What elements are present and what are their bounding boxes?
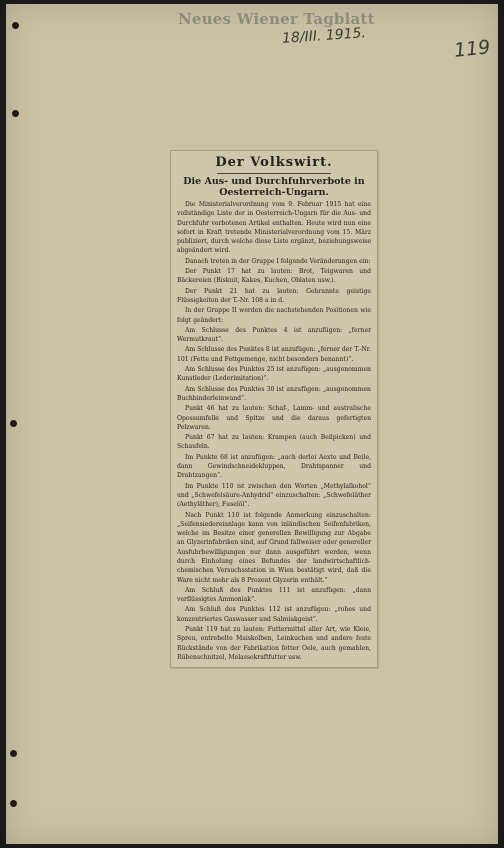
article-paragraph: Die Ministerialverordnung vom 9. Februar 1915 hat eine vollständige Liste der in Oesterreich-Ungarn für die Aus- und Durchfuhr verbotenen Artikel enthalten. Heute wird nun eine sofort in Kraft tretende Ministerialverordnung vom 15. März publiziert, durch welche diese Liste ergänzt, beziehungsweise abgeändert wird. [177, 201, 371, 255]
title-divider [217, 173, 331, 174]
article-paragraph: Danach treten in der Gruppe I folgende Veränderungen ein: [185, 257, 371, 265]
handwritten-date: 18/III. 1915. [281, 25, 367, 47]
article-paragraph: Der Punkt 21 hat zu lauten: Gebrannte geistige Flüssigkeiten der T.-Nr. 108 a in d. [177, 287, 371, 304]
article-paragraph: Nach Punkt 110 ist folgende Anmerkung einzuschalten: „Seifensiedereianlage kann von inländischen Seifenfabriken, welche im Besitze einer generellen Bewilligung zur Abgabe an Glyzerinfabriken sind, auf Grund fallweiser oder genereller Ausfuhrbewilligungen nur dann ausgeführt werden, wenn durch Einholung eines Befundes der landwirtschaftlich-chemischen Versuchsstation in Wien bestätigt wird, daß die Ware nicht mehr als 8 Prozent Glyzerin enthält.“ [177, 511, 371, 584]
punch-hole [10, 420, 17, 427]
article-paragraph: Am Schluß des Punktes 111 ist anzufügen: „dann verflüssigtes Ammoniak“. [177, 586, 371, 604]
article-paragraph: Im Punkte 110 ist zwischen den Worten „Methylalkohol“ und „Schwefelsäure-Anhydrid“ einzuschalten: „Schwefeläther (Aethyläther), Fuselöl“. [177, 482, 371, 509]
article-heading [177, 155, 371, 198]
article-paragraph: Am Schlusse des Punktes 30 ist anzufügen: „ausgenommen Buchbinderleinwand“. [177, 385, 371, 402]
newspaper-clipping [170, 150, 378, 668]
article-paragraph: Am Schluß des Punktes 112 ist anzufügen: „rohes und konzentriertes Gaswasser und Salmiakgeist“. [177, 606, 371, 623]
article-paragraph: Im Punkte 68 ist anzufügen: „auch derlei Aexte und Beile, dann Gewindschneidekluppen, Drahtspanner und Drahtzangen“. [177, 453, 371, 480]
handwritten-archive-number: 119 [452, 36, 492, 62]
punch-hole [12, 22, 19, 29]
punch-hole [10, 800, 17, 807]
article-paragraph: Punkt 46 hat zu lauten: Schaf-, Lamm- und australische Opossumfelle und Spitze und die daraus gefertigten Pelzwaren. [177, 405, 371, 431]
article-paragraph: Am Schlusse des Punktes 25 ist anzufügen: „ausgenommen Kunstleder (Lederimitation)“. [177, 366, 371, 383]
article-subtitle: Die Aus- und Durchfuhrverbote in Oesterreich-Ungarn. [183, 176, 365, 198]
article-paragraph: Punkt 119 hat zu lauten: Futtermittel aller Art, wie Kleie, Spreu, entrebelte Maiskolben, Leinkuchen und andere feste Rückstände von der Fabrikation fetter Oele, auch gemahlen, Rübenschnitzel, Melassekraftfutter usw. [177, 626, 371, 661]
article-paragraph: Der Punkt 17 hat zu lauten: Brot, Teigwaren und Bäckereien (Biskuit, Kakes, Kuchen, Oblaten usw.). [177, 268, 371, 285]
newspaper-masthead: Neues Wiener Tagblatt [178, 10, 375, 28]
article-paragraph: Am Schlusse des Punktes 4 ist anzufügen: „ferner Wermutkraut“. [177, 326, 371, 344]
article-paragraph: Am Schlusse des Punktes 8 ist anzufügen: „ferner der T.-Nr. 101 (Fette und Fettgemenge, nicht besonders benannt)“. [177, 346, 371, 363]
article-title: Der Volkswirt. [215, 155, 333, 170]
archive-sheet [6, 4, 498, 844]
punch-hole [12, 110, 19, 117]
article-body [171, 198, 377, 662]
punch-hole [10, 750, 17, 757]
article-paragraph: Punkt 67 hat zu lauten: Krampen (auch Beilpicken) und Schaufeln. [177, 434, 371, 451]
article-paragraph: In der Gruppe II werden die nachstehenden Positionen wie folgt geändert: [177, 307, 371, 324]
